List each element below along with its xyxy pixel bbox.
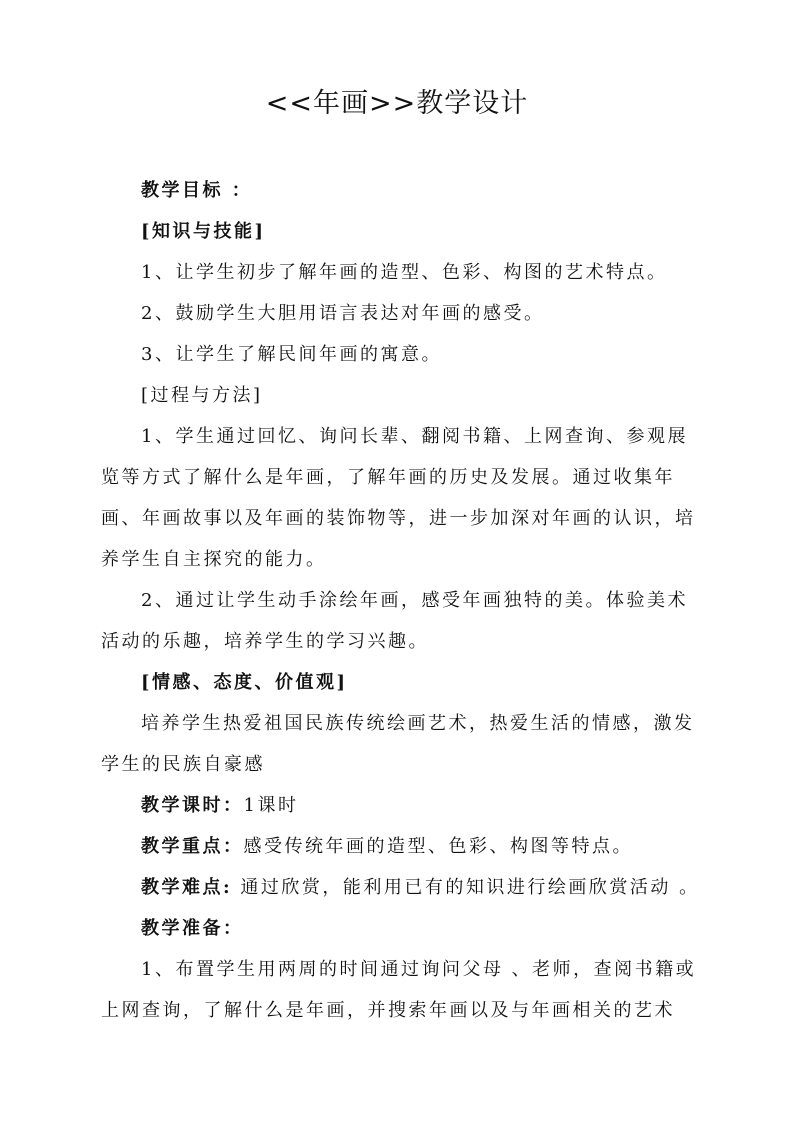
difficulties-label: 教学难点: (141, 877, 233, 898)
key-points-label: 教学重点： (141, 836, 244, 857)
knowledge-item-1: 1、让学生初步了解年画的造型、色彩、构图的艺术特点。 (141, 262, 668, 283)
process-item-1: 1、学生通过回忆、询问长辈、翻阅书籍、上网查询、参观展览等方式了解什么是年画，了解年画的历史及发展。通过收集年画、年画故事以及年画的装饰物等，进一步加深对年画的认识，培养学生自主探究的能力。 (101, 426, 696, 570)
knowledge-item-2: 2、鼓励学生大胆用语言表达对年画的感受。 (141, 303, 545, 324)
teaching-hours-label: 教学课时： (141, 795, 244, 816)
document-title: <<年画>>教学设计 (265, 88, 529, 119)
teaching-hours (101, 785, 701, 826)
teaching-difficulties (101, 867, 701, 908)
emotion-values-heading: [情感、态度、价值观] (141, 672, 348, 693)
preparation-heading: 教学准备： (141, 918, 244, 939)
difficulties-value: 通过欣赏，能利用已有的知识进行绘画欣赏活动 。 (232, 877, 700, 898)
emotion-item-1: 培养学生热爱祖国民族传统绘画艺术，热爱生活的情感，激发学生的民族自豪感 (101, 713, 695, 775)
knowledge-item-3: 3、让学生了解民间年画的寓意。 (141, 344, 442, 365)
preparation-item-1: 1、布置学生用两周的时间通过询问父母 、老师，查阅书籍或上网查询，了解什么是年画，并搜索年画以及与年画相关的艺术 (101, 959, 697, 1021)
key-points-value: 感受传统年画的造型、色彩、构图等特点。 (243, 836, 633, 857)
teaching-hours-value: 1课时 (243, 795, 299, 816)
goals-heading: 教学目标 ： (141, 180, 253, 201)
process-item-2: 2、通过让学生动手涂绘年画，感受年画独特的美。体验美术活动的乐趣，培养学生的学习兴趣。 (101, 590, 688, 652)
knowledge-skills-heading: [知识与技能] (141, 221, 266, 242)
teaching-key-points (101, 826, 701, 867)
process-methods-heading: [过程与方法] (141, 385, 263, 406)
document-body (101, 170, 701, 1031)
